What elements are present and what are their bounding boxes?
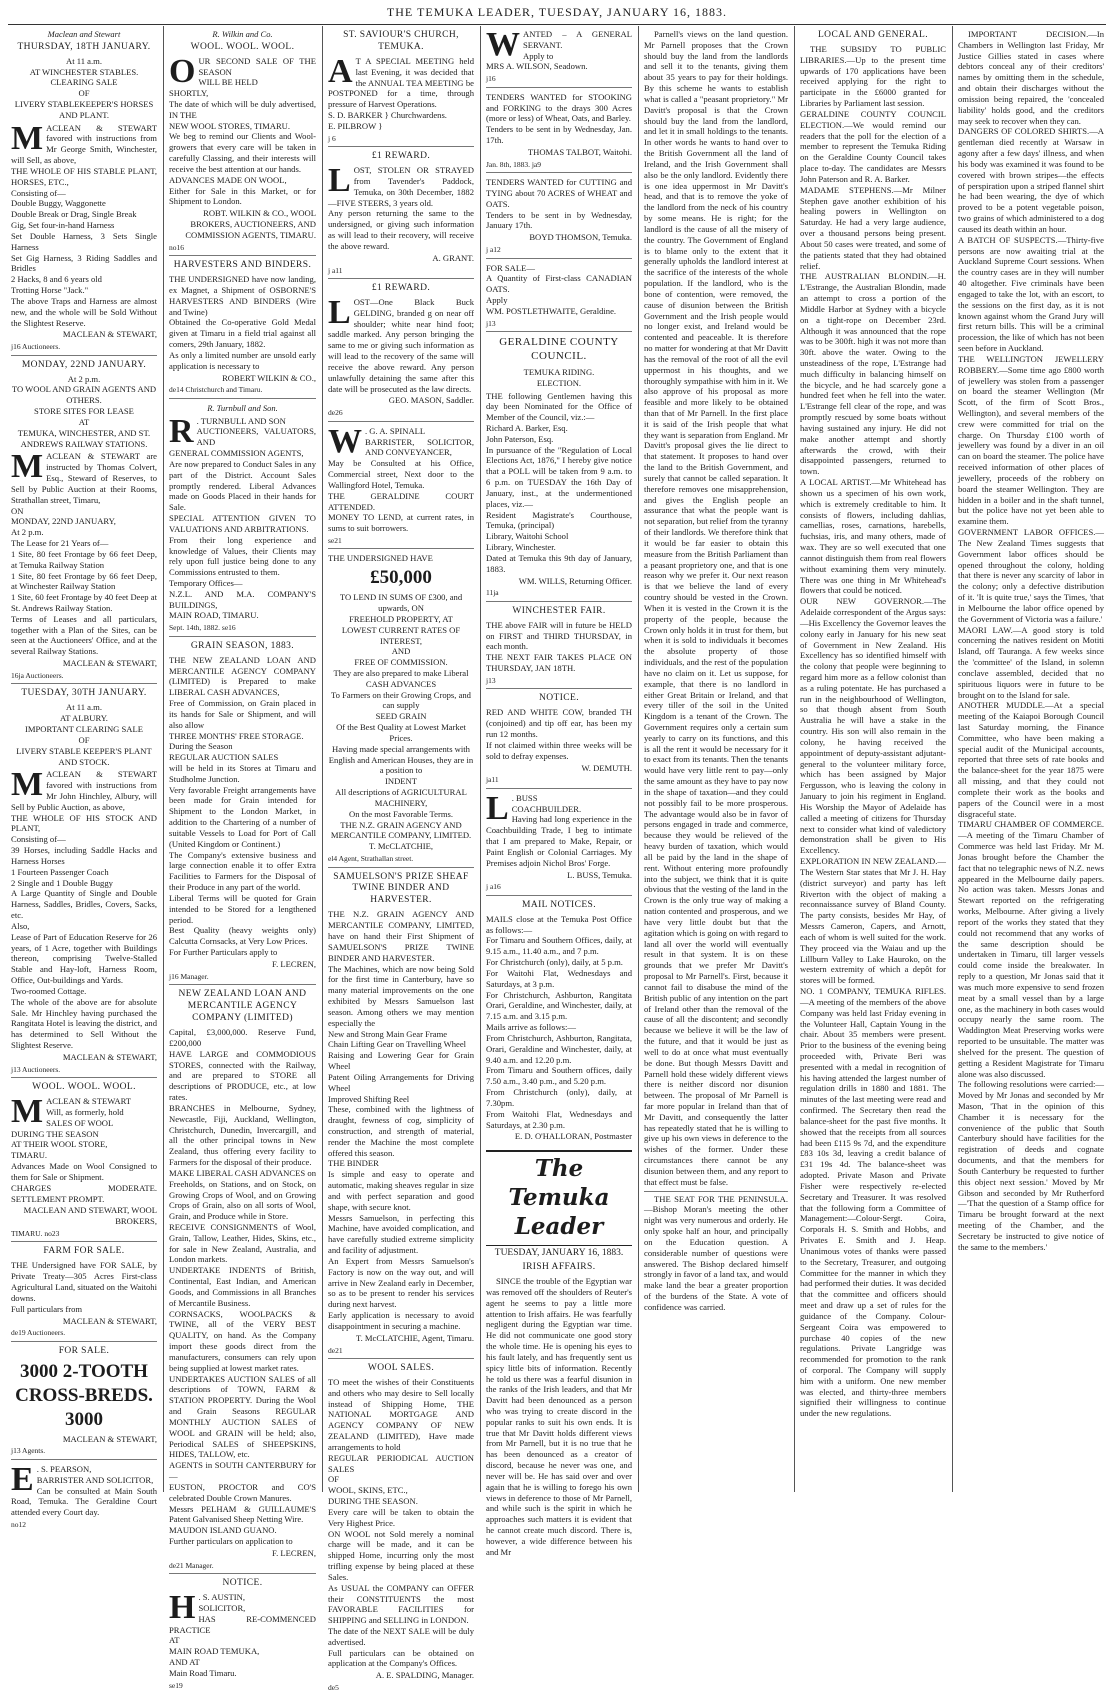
peninsula-seat-item: THE SEAT FOR THE PENINSULA.—Bishop Moran's meeting the other night was very numerous and orderly. He only spoke half an hour, and principally on the Education question. A considerable number of questions were answered. The Bishop declared himself strongly in favor of a land tax, and would make land the bear a greater proportion of the burdens of the State. A vote of confidence was carried. — [644, 1191, 788, 1313]
ad-signature: ROBERT WILKIN & CO., — [222, 372, 316, 383]
ad-signature: A. GRANT. — [432, 252, 474, 263]
ad-heading: WOOL. WOOL. WOOL. — [32, 1082, 136, 1093]
ad-body-text: OST, STOLEN OR STRAYED from Tavender's Paddock, Temuka, on 30th December, 1882—FIVE STEERS, 3 years old. Any person returning the same to the undersigned, or giving such information as will lead to their recovery, will receive the above reward. — [328, 165, 474, 251]
ad-body-text: THE following Gentlemen having this day been Nominated for the Office of Member of the Council, viz.:— Richard A. Barker, Esq. John Paterson, Esq. In pursuance of the "Regulation of Local Elections Act, 1876," I hereby give notice that a POLL will be taken from 9 a.m. to 6 p.m. on TUESDAY the 16th Day of January, inst., at the undermentioned places, viz.— Resident Magistrate's Courthouse, Temuka, (principal) Library, Waitohi School Library, Winchester. Dated at Temuka this 9th day of January, 1883. — [486, 390, 632, 574]
ad-heading: HARVESTERS AND BINDERS. — [173, 260, 312, 271]
ad-body — [328, 162, 474, 252]
ad-body — [486, 914, 632, 1131]
ad-body-text: THE above FAIR will in future be HELD on FIRST and THIRD THURSDAY, in each month. THE NEXT FAIR TAKES PLACE ON THURSDAY, JAN 18TH. — [486, 619, 632, 674]
ad-signature: MACLEAN & STEWART, — [62, 1315, 157, 1326]
ad-reference: j 6 — [328, 133, 336, 143]
ad-body — [486, 26, 632, 72]
ad-body-text: FOR SALE— A Quantity of First-class CANADIAN OATS. Apply WM. POSTLETHWAITE, Geraldine. — [486, 262, 632, 316]
ad-signature: W. DEMUTH. — [581, 762, 632, 773]
column-1 — [6, 28, 162, 1530]
ad-reference: TIMARU. no23 — [11, 1229, 60, 1239]
ad-body-text: Capital, £3,000,000. Reserve Fund, £200,000 HAVE LARGE and COMMODIOUS STORES, connected with the Railway, and are prepared to STORE all descriptions of PRODUCE, etc., at low rates. BRANCHES in Melbourne, Sydney, Newcastle, Fiji, Auckland, Wellington, Christchurch, Dunedin, Invercargill, and all the other principal towns in New Zealand, thus offering every facility to Farmers for the disposal of their produce. MAKE LIBERAL CASH ADVANCES on Freeholds, on Stations, and on Stock, on Growing Crops of Wool, and on Growing Crops of Grain, also on all sorts of Wool, Grain, and Produce while in Store. RECEIVE CONSIGNMENTS of Wool, Grain, Tallow, Leather, Hides, Skins, etc., for sale in New Zealand, Australia, and London markets. UNDERTAKE INDENTS of British, Continental, East Indian, and American Goods, and Commissions in all Branches of Mercantile Business. CORNSACKS, WOOLPACKS & TWINE, all of the VERY BEST QUALITY, on hand. As the Company import these goods direct from the manufacturers, consumers can rely upon being supplied at lowest market rates. UNDERTAKES AUCTION SALES of all descriptions of TOWN, FARM & STATION PROPERTY. During the Wool and Grain Seasons REGULAR MONTHLY AUCTION SALES of WOOL and GRAIN will be held; also, Periodical SALES of SHEEPSKINS, HIDES, TALLOW, etc. AGENTS in SOUTH CANTERBURY for— EUSTON, PROCTOR and CO'S celebrated Double Crown Manures. Messrs PELHAM & GUILLAUME'S Patent Galvanised Sheep Netting Wire. MAUDON ISLAND GUANO. Further particulars on application to — [169, 1027, 316, 1546]
drop-cap: W — [328, 422, 362, 460]
ad-subheading: TEMUKA RIDING. ELECTION. — [523, 366, 595, 388]
ad-signature: MACLEAN AND STEWART, WOOL BROKERS, — [23, 1205, 157, 1227]
ad-signature: MACLEAN & STEWART, — [62, 1433, 157, 1444]
column-5 — [639, 28, 793, 1490]
news-items-text: IMPORTANT DECISION.—In Chambers in Wellington last Friday, Mr Justice Gillies stated in cases where debtors conceal any of their creditors' names by omitting them in the schedule, and obtain their discharges without the omission being repaired, the 'concealed liability' holds good, and the creditors may seek to recover when they can. DANGERS OF COLORED SHIRTS.—A gentleman died recently at Warsaw in agony after a few days' illness, and when his body was examined it was found to be covered with brown stripes—the effects of perspiration upon a striped flannel shirt he had been wearing, the dye of which proved to be a potent vegetable poison, two grains of which administered to a dog caused its death within an hour. A BATCH OF SUSPECTS.—Thirty-five persons are now awaiting trial at the Auckland Supreme Court sessions. When the country cases are in they will number 40 altogether. Five criminals have been engaged to take the lot, with an escort, to the sessions on the first day, as it is not known against whom the Grand Jury will first return bills. This will be a criminal procession, the like of which has not been seen before in Auckland. THE WELLINGTON JEWELLERY ROBBERY.—Some time ago £800 worth of jewellery was stolen from a passenger on board the steamer Wellington (Mr Scott, of the firm of Scott Bros., Wellington), and several members of the crew were committed for trial on the charge. On Thursday £100 worth of jewellery was found by a diver in an oil can on board the steamer. The police have received information of other places of jewellery, proceeds of the robbery on board the steamer Wellington. They are hidden in a boiler and in the shaft tunnel, but the police have not yet been able to examine them. GOVERNMENT LABOR OFFICES.—The New Zealand Times suggests that Government labor offices should be opened throughout the colony, holding that there is never any scarcity of labor in the colony; only a defective distribution of it. 'It is quite true,' says the Times, 'that in Melbourne the labor office opened by the Government of Victoria was a failure.' MAORI LAW.—A good story is told concerning the natives resident on Motiti Island, off Tauranga. A few weeks since the 'committee' of the Island, in solemn conclave assembled, decided that no spirituous liquors were in future to be brought on to the Island for sale. ANOTHER MUDDLE.—At a special meeting of the Kaiapoi Borough Council last Saturday morning, the Finance Committee, who have been making a special audit of the Municipal accounts, reported that three sets of rate books and the balance-sheet for the year 1875 were all missing, and that they could not complete their work as the books and papers of the Council were in a most disgraceful state. TIMARU CHAMBER OF COMMERCE.—A meeting of the Timaru Chamber of Commerce was held last Friday. Mr M. Jonas brought before the Chamber the fact that no telegraphic news of N.Z. news appeared in the Melbourne daily papers. No action was taken. Messrs Jonas and Stewart reported on the refrigerating works, Melbourne. After giving a lively report of the works they stated that they could not recommend that any works of the same description should be undertaken in Timaru, till larger vessels could come inside the breakwater. In reply to a question, Mr Jonas said that it was much more expensive to send frozen meat by a small vessel than by a large one, as the machinery in both cases would occupy nearly the same room. The Waddington Meat Preserving works were reported to be unsuitable. The matter was shelved for the present. The question of getting a Resident Magistrate for Timaru alone was also discussed. The following resolutions were carried:—Moved by Mr Jonas and seconded by Mr Mason, 'That in the opinion of this Chamber it is necessary for the convenience of the public that South Canterbury should have facilities for the registration of deeds and cognate documents, and that the members for South Canterbury be requested to further this object next session.' Moved by Mr Gibson and seconded by Mr Rutherford—'That the question of a Stamp office for Timaru be brought forward at the next meeting of the Chamber, and the Secretary be instructed to give notice of the same to the members.' — [958, 29, 1104, 1252]
ad-body — [328, 422, 474, 534]
ad-body-text: . BUSS COACHBUILDER. Having had long experience in the Coachbuilding Trade, I beg to intimate that I am prepared to Make, Repair, or Paint English or Colonial Carriages. My Premises adjoin Nichol Bros' Forge. — [486, 792, 632, 868]
ad-figure: 3000 2-TOOTH CROSS-BREDS. 3000 — [15, 1360, 153, 1430]
advertisement — [486, 789, 632, 896]
ad-signature: L. BUSS, Temuka. — [567, 869, 632, 880]
advertiser-name: R. Turnbull and Son. — [207, 402, 278, 413]
ad-body — [486, 92, 632, 146]
drop-cap: R — [169, 412, 194, 450]
ad-body — [328, 294, 474, 394]
ad-body — [169, 52, 316, 208]
ad-reference: de5 — [328, 1683, 339, 1693]
ad-body — [11, 1260, 157, 1314]
ad-reference: de19 Auctioneers. — [11, 1328, 66, 1338]
ad-reference: no12 — [11, 1520, 26, 1530]
ad-heading: WINCHESTER FAIR. — [512, 605, 606, 616]
ad-reference: de21 — [328, 1345, 343, 1355]
ad-body — [11, 1460, 157, 1518]
ad-body-text: TENDERS WANTED for STOOKING and FORKING to the drays 300 Acres (more or less) of Wheat, Oats, and Barley. Tenders to be sent in by Wednesday, Jan. 17th. — [486, 91, 632, 146]
ad-heading: MONDAY, 22ND JANUARY. — [21, 359, 147, 370]
ad-heading: SAMUELSON'S PRIZE SHEAF TWINE BINDER AND HARVESTER. — [333, 871, 469, 906]
advertisement — [328, 151, 474, 279]
ad-body — [169, 412, 316, 622]
ad-heading: £1 REWARD. — [371, 151, 431, 162]
ad-signature: BOYD THOMSON, Temuka. — [529, 232, 632, 243]
ad-signature: MACLEAN & STEWART, — [62, 658, 157, 669]
ad-reference: j13 — [486, 318, 496, 328]
ad-heading: FOR SALE. — [58, 1345, 110, 1356]
ad-body — [11, 1093, 157, 1204]
ad-reference: j13 Auctioneers. — [11, 1064, 61, 1074]
ad-body — [11, 766, 157, 1051]
ad-body — [486, 177, 632, 231]
drop-cap: O — [169, 52, 196, 90]
ad-reference: Sept. 14th, 1882. se16 — [169, 623, 236, 633]
ad-body-text: . S. PEARSON, BARRISTER AND SOLICITOR, Can be consulted at Main South Road, Temuka. The Geraldine Court attended every Court day. — [11, 1463, 157, 1518]
ad-title: GERALDINE COUNTY COUNCIL. — [499, 336, 619, 362]
ad-reference: j13 Agents. — [11, 1446, 46, 1456]
ad-signature: WM. WILLS, Returning Officer. — [518, 575, 632, 586]
column-3 — [323, 28, 479, 1693]
ad-body-text: ANTED – A GENERAL SERVANT. Apply to MRS A. WILSON, Seadown. — [486, 29, 632, 72]
ad-body-text: . G. A. SPINALL BARRISTER, SOLICITOR, AND CONVEYANCER, May be Consulted at his Office, Commercial street, Next door to the Wallingford Hotel, Temuka. THE GERALDINE COURT ATTENDED. MONEY TO LEND, at current rates, in sums to suit borrowers. — [328, 425, 474, 534]
drop-cap: M — [11, 119, 44, 157]
advertisement — [169, 29, 316, 256]
advertisement — [328, 422, 474, 550]
ad-heading: WOOL. WOOL. WOOL. — [190, 41, 295, 52]
advertisement — [486, 336, 632, 602]
ad-body — [486, 263, 632, 317]
ad-signature: T. McCLATCHIE, Agent, Timaru. — [355, 1332, 474, 1343]
column-7 — [953, 28, 1109, 1490]
ad-body-text: . S. AUSTIN, SOLICITOR, HAS RE-COMMENCED PRACTICE AT MAIN ROAD TEMUKA, AND AT Main Road Timaru. — [169, 1592, 316, 1678]
ad-heading: ST. SAVIOUR'S CHURCH, TEMUKA. — [343, 30, 459, 52]
ad-body-text: THE Undersigned have FOR SALE, by Private Treaty—305 Acres First-class Agricultural Land, situated on the Waitohi downs. Full particulars from — [11, 1260, 157, 1314]
ad-body-text: TO meet the wishes of their Constituents and others who may desire to Sell locally instead of Shipping Home, THE NATIONAL MORTGAGE AND AGENCY COMPANY OF NEW ZEALAND (LIMITED), Have made arrangements to hold REGULAR PERIODICAL AUCTION SALES OF WOOL, SKINS, ETC., DURING THE SEASON. Every care will be taken to obtain the Very Highest Price. ON WOOL not Sold merely a nominal charge will be made, and it can be shipped Home, incurring only the most trifling expense by being placed at these Sales. As USUAL the COMPANY can OFFER their CONSTITUENTS the most FAVORABLE FACILITIES for SHIPPING and SELLING in LONDON. The date of the NEXT SALE will be duly advertised. Full particulars can be obtained on application at the Company's Offices. — [328, 1376, 474, 1669]
ad-body-text: RED AND WHITE COW, branded TH (conjoined) and tip off ear, has been my run 12 months. If not claimed within three weeks will be sold to defray expenses. — [486, 707, 632, 761]
ad-body — [328, 553, 474, 564]
ad-reference: j a16 — [486, 882, 501, 892]
ad-body-text: . TURNBULL AND SON AUCTIONEERS, VALUATORS, AND GENERAL COMMISSION AGENTS, Are now prepared to Conduct Sales in any part of the District. Account Sales promptly rendered. Liberal Advances made on Goods Placed in their hands for Sale. SPECIAL ATTENTION GIVEN TO VALUATIONS AND ARBITRATIONS. From their long experience and knowledge of Values, their Clients may rely upon full justice being done to any Commissions entrusted to them. Temporary Offices— N.Z.L. AND M.A. COMPANY'S BUILDINGS, MAIN ROAD, TIMARU. — [169, 415, 316, 621]
ad-body-text: MAILS close at the Temuka Post Office as follows:— For Timaru and Southern Offices, daily, at 9.15 a.m., 11.40 a.m., and 7 p.m. For Christchurch (only), daily, at 5 p.m. For Waitohi Flat, Wednesdays and Saturdays, at 3 p.m. For Christchurch, Ashburton, Rangitata Orari, Geraldine, and Winchester, daily, at 7.15 a.m. and 3.15 p.m. Mails arrive as follows:— From Christchurch, Ashburton, Rangitata, Orari, Geraldine and Winchester, daily, at 9.40 a.m. and 12.20 p.m. From Timaru and Southern offices, daily 7.50 a.m., 3.40 p.m., and 5.20 p.m. From Christchurch (only), daily, at 7.30pm. From Waitohi Flat, Wednesdays and Saturdays, at 2.30 p.m. — [486, 913, 632, 1130]
ad-heading: NOTICE. — [538, 693, 579, 704]
column-6 — [795, 28, 951, 1490]
advertisement — [11, 1346, 157, 1460]
advertisement — [486, 900, 632, 1146]
ad-heading: NEW ZEALAND LOAN AND MERCANTILE AGENCY COMPANY (LIMITED) — [178, 989, 307, 1024]
ad-reference: se19 — [169, 1680, 183, 1690]
ad-heading: TUESDAY, 30TH JANUARY. — [21, 688, 147, 699]
ad-body — [11, 119, 157, 329]
ad-reference: j16 — [486, 74, 496, 84]
advertisement — [11, 1082, 157, 1242]
ad-reference: de21 Manager. — [169, 1560, 214, 1570]
advertisement — [169, 989, 316, 1574]
masthead: The Temuka Leader — [486, 1150, 632, 1246]
ad-subheading: At 2 p.m. TO WOOL AND GRAIN AGENTS AND OTHERS. STORE SITES FOR LEASE AT TEMUKA, WINCHESTER, AND ST. ANDREWS RAILWAY STATIONS. — [11, 373, 157, 449]
ad-reference: 11ja — [486, 588, 499, 598]
ad-reference: j16 Auctioneers. — [11, 342, 61, 352]
ad-body-text: THE UNDERSIGNED have now landing, ex Magnet, a Shipment of OSBORNE'S HARVESTERS AND BINDERS (Wire and Twine) Obtained the Co-operative Gold Medal given at Timaru in a field trial against all comers, 29th January, 1882. As only a limited number are unsold early application is necessary to — [169, 274, 316, 371]
ad-reference: Jan. 8th, 1883. ja9 — [486, 159, 541, 169]
advertisement — [328, 553, 474, 867]
advertisement — [11, 1460, 157, 1533]
ad-body — [486, 789, 632, 869]
ad-body-text: THE NEW ZEALAND LOAN AND MERCANTILE AGENCY COMPANY (LIMITED) is Prepared to make LIBERAL CASH ADVANCES, Free of Commission, on Grain placed in its hands for Sale or Shipment, and will also allow THREE MONTHS' FREE STORAGE. During the Season REGULAR AUCTION SALES will be held in its Stores at Timaru and Studholme Junction. Very favorable Freight arrangements have been made for Grain intended for Shipment to the London Market, in addition to the Chartering of a number of suitable Vessels to Load for Port of Call (United Kingdom or Continent.) The Company's extensive business and large connection enable it to offer Extra Facilities to Farmers for the Disposal of their Produce in any part of the world. Liberal Terms will be quoted for Grain intended to be Stored for a lengthened period. Best Quality (heavy weights only) Calcutta Cornsacks, at Very Low Prices. For Further Particulars apply to — [169, 654, 316, 958]
ad-body-text: ACLEAN & STEWART are instructed by Thomas Colvert, Esq., Steward of Reserves, to Sell by Public Auction at their Rooms, Strathallan street, Timaru, ON MONDAY, 22ND JANUARY, At 2 p.m. The Lease for 21 Years of— 1 Site, 80 feet Frontage by 66 feet Deep, at Temuka Railway Station 1 Site, 80 feet Frontage by 66 feet Deep, at Winchester Railway Station 1 Site, 60 feet Frontage by 40 feet Deep at St. Andrews Railway Station. Terms of Leases and all particulars, together with a Plan of the Sites, can be seen at the Auctioneers' Office, and at the several Railway Stations. — [11, 451, 157, 657]
ad-body — [11, 448, 157, 657]
drop-cap: M — [11, 1093, 44, 1131]
ad-body-text: THE N.Z. GRAIN AGENCY AND MERCANTILE COMPANY, LIMITED, have on hand their First Shipment of SAMUELSON'S PRIZE TWINE BINDER AND HARVESTER. The Machines, which are now being Sold for the first time in Canterbury, have so many material improvements on the one exhibited by Messrs Samuelson last season. Among others we may mention especially the New and Strong Main Gear Frame Chain Lifting Gear on Travelling Wheel Raising and Lowering Gear for Grain Wheel Patent Oiling Arrangements for Driving Wheel Improved Shifting Reel These, combined with the lightness of draught, fewness of cog, simplicity of construction, and strength of material, render the Machine the most complete offered this season. THE BINDER Is simple and easy to operate and automatic, making sheaves regular in size and with perfect separation and good shape, with secure knot. Messrs Samuelson, in perfecting this Machine, have avoided complication, and have carefully studied extreme simplicity and facility of adjustment. An Expert from Messrs Samuelson's Factory is now on the way out, and will arrive in New Zealand early in December, so as to be present to render his services during next harvest. Early application is necessary to avoid disappointment in securing a machine. — [328, 909, 474, 1331]
ad-body-text: T A SPECIAL MEETING held last Evening, it was decided that the ANNUAL TEA MEETING be POSTPONED for a time, through pressure of Harvest Operations. S. D. BARKER } Churchwardens. E. PILBROW } — [328, 55, 474, 131]
ad-body-text: OST—One Black Buck GELDING, branded g on near off shoulder; white near hind foot; saddle marked. Any person bringing the same to me or giving such information as will lead to the recovery of the same will receive the above reward. Any person unlawfully detaining the same after this date will be prosecuted as the law directs. — [328, 297, 474, 394]
ad-subheading: At 11 a.m. AT ALBURY. IMPORTANT CLEARING SALE OF LIVERY STABLE KEEPER'S PLANT AND STOCK. — [16, 702, 152, 767]
ad-body — [328, 909, 474, 1331]
ad-body — [169, 1027, 316, 1547]
ad-signature: F. LECREN, — [272, 1547, 316, 1558]
advertisement — [11, 29, 157, 356]
ad-body-text: TENDERS WANTED for CUTTING and TYING about 70 ACRES of WHEAT and OATS. Tenders to be sent in by Wednesday, January 17th. — [486, 177, 632, 231]
ad-body-text: ACLEAN & STEWART favored with instructions from Mr George Smith, Winchester, will Sell, as above, THE WHOLE OF HIS STABLE PLANT, HORSES, ETC., Consisting of— Double Buggy, Waggonette Double Break or Drag, Single Break Gig, Set four-in-hand Harness Set Double Harness, 3 Sets Single Harness Set Gig Harness, 3 Riding Saddles and Bridles 2 Hacks, 8 and 6 years old Trotting Horse "Jack." The above Traps and Harness are almost new, and the whole will be Sold Without the Slightest Reserve. — [11, 122, 157, 328]
ad-body — [169, 1589, 316, 1679]
ad-heading: THURSDAY, 18TH JANUARY. — [17, 41, 151, 52]
advertisement — [486, 693, 632, 788]
ad-body-text: ACLEAN & STEWART favored with instructions from Mr John Hinchley, Albury, will Sell by Public Auction, as above, THE WHOLE OF HIS STOCK AND PLANT, Consisting of— 39 Horses, including Saddle Hacks and Harness Horses 1 Fourteen Passenger Coach 2 Single and 1 Double Buggy A Large Quantity of Single and Double Harness, Saddles, Bridles, Covers, Sacks, etc. Also, Lease of Part of Education Reserve for 26 years, of 1 Acre, together with Buildings thereon, comprising Twelve-Stalled Stable and Hay-loft, Harness Room, Office, Out-buildings and Yards. Two-roomed Cottage. The whole of the above are for absolute Sale. Mr Hinchley having purchased the Rangitata Hotel is leaving the district, and has determined to Sell Without the Slightest Reserve. — [11, 769, 157, 1051]
ad-reference: el4 Agent, Strathallan street. — [328, 854, 414, 864]
ad-signature: A. E. SPALDING, Manager. — [375, 1670, 474, 1681]
advertisement — [486, 92, 632, 173]
ad-reference: j a12 — [486, 245, 501, 255]
advertisement — [169, 1578, 316, 1693]
ad-body — [486, 391, 632, 575]
ad-signature: MACLEAN & STEWART, — [62, 329, 157, 340]
ad-body — [169, 655, 316, 958]
ad-heading: GRAIN SEASON, 1883. — [190, 640, 295, 651]
ad-signature: MACLEAN & STEWART, — [62, 1051, 157, 1062]
drop-cap: L — [328, 162, 351, 200]
drop-cap: A — [328, 52, 353, 90]
drop-cap: M — [11, 766, 44, 804]
ad-signature: THOMAS TALBOT, Waitohi. — [527, 146, 632, 157]
ad-body — [486, 620, 632, 674]
header-rule — [8, 24, 1106, 25]
advertisement — [328, 283, 474, 422]
ad-reference: j13 — [486, 675, 496, 685]
ad-subheading: At 11 a.m. AT WINCHESTER STABLES. CLEARING SALE OF LIVERY STABLEKEEPER'S HORSES AND PLANT. — [14, 55, 154, 120]
ad-body — [328, 52, 474, 132]
advertisement — [11, 1246, 157, 1341]
ad-reference: de26 — [328, 408, 343, 418]
advertiser-name: Maclean and Stewart — [47, 29, 121, 39]
ad-body-text: THE UNDERSIGNED HAVE — [328, 553, 433, 564]
ad-body — [328, 1377, 474, 1669]
ad-heading: FARM FOR SALE. — [43, 1246, 125, 1257]
ad-reference: no16 — [169, 242, 184, 252]
advertisement — [486, 26, 632, 88]
advertisement — [486, 177, 632, 258]
advertisement — [328, 30, 474, 147]
ad-heading: £1 REWARD. — [371, 283, 431, 294]
ad-subheading: TO LEND IN SUMS OF £300, and upwards, ON FREEHOLD PROPERTY, AT LOWEST CURRENT RATES OF INTEREST, AND FREE OF COMMISSION. They are also prepared to make Liberal CASH ADVANCES To Farmers on their Growing Crops, and can supply SEED GRAIN Of the Best Quality at Lowest Market Prices. Having made special arrangements with English and American Houses, they are in a position to INDENT All descriptions of AGRICULTURAL MACHINERY, On the most Favorable Terms. THE N.Z. GRAIN AGENCY AND MERCANTILE COMPANY, LIMITED. T. McCLATCHIE, — [328, 592, 474, 852]
ad-signature: GEO. MASON, Saddler. — [388, 395, 474, 406]
ad-heading: MAIL NOTICES. — [522, 899, 596, 910]
issue-date: TUESDAY, JANUARY 16, 1883. — [494, 1248, 624, 1259]
drop-cap: E — [11, 1460, 34, 1498]
ad-reference: ja11 — [486, 775, 499, 785]
advertisement — [169, 260, 316, 399]
drop-cap: W — [486, 26, 520, 63]
ad-figure: £50,000 — [370, 567, 432, 589]
ad-body — [169, 274, 316, 371]
ad-heading: NOTICE. — [222, 1578, 263, 1589]
advertisement — [169, 403, 316, 637]
column-4-ads — [486, 26, 632, 1146]
advertisement — [11, 688, 157, 1078]
ad-reference: j16 Manager. — [169, 971, 209, 981]
advertisement — [486, 606, 632, 690]
ad-reference: de14 Christchurch and Timaru. — [169, 385, 263, 395]
ad-signature: E. D. O'HALLORAN, Postmaster — [514, 1131, 632, 1142]
column-4 — [481, 26, 637, 1557]
advertisement — [486, 263, 632, 333]
editorial-text: SINCE the trouble of the Egyptian war was removed off the shoulders of Reuter's agent he seems to pay a little more attention to Irish affairs. He was fearfully negligent during the Egyptian war time. He did not communicate one good story the whole time. He is opening his eyes to his fault lately, and has frequently sent us spicy little bits of information. Recently he told us there was a fearful disunion in the ranks of the Irish leaders, and that Mr Davitt had been denounced as a person who was trying to create discord in the popular ranks to suit his own ends. It is true that Mr Davitt holds different views from Mr Parnell, but it is no true that he has been denounced as a creator of discord, because he never was one, and never will be. He has said over and over again that he is willing to forego his own views in deference to those of Mr Parnell, and while such is the spirit in which he approaches such matters it is evident that he cannot create much discord. There is, however, a wide difference between his and Mr — [486, 1276, 632, 1557]
advertiser-name: R. Wilkin and Co. — [212, 29, 273, 39]
ad-body-text: UR SECOND SALE OF THE SEASON WILL BE HELD SHORTLY, The date of which will be duly advertised, IN THE NEW WOOL STORES, TIMARU. We beg to remind our Clients and Wool-growers that every care will be taken in carefully Classing, and their interests will receive the best attention at our hands. ADVANCES MADE ON WOOL, Either for Sale in this Market, or for Shipment to London. — [169, 55, 316, 207]
drop-cap: M — [11, 448, 44, 486]
ad-reference: 16ja Auctioneers. — [11, 670, 64, 680]
ad-heading: WOOL SALES. — [367, 1362, 435, 1373]
advertisement — [328, 1363, 474, 1696]
ad-reference: j a11 — [328, 265, 343, 275]
ad-signature: F. LECREN, — [272, 958, 316, 969]
editorial-continued: Parnell's views on the land question. Mr Parnell proposes that the Crown should buy the land from the landlords and sell it to the tenants, giving them about 35 years to pay for their holdings. By this scheme he wants to establish what is called a "peasant proprietory." Mr Davitt's proposal is that the Crown should buy the land from the landlord, and let it in small holdings to the tenants. In other words he wants to hand over to the British Government all the land of Ireland, and the Irish Government shall also be the only landlord. Evidently there is one idea uppermost in Mr Davitt's head, and that is to remove the yoke of the landlord from the neck of his country by some means. He is right; for the landlord is the cause of all the misery of the country. The Government of England is to blame only to the extent that it generally upholds the landlord interest at the sacrifice of the interests of the whole population. If the landlord, who is the bone of contention, were removed, the cause of disunion between the British Government and the Irish people would no longer exist, and Ireland would be contented and peaceable. It is therefore no matter for wondering at that Mr Davitt has the removal of the root of all the evil uppermost in his thoughts, and we thoroughly sympathise with him in it. We also approve of his proposal as more feasible and more likely to be obtained than that of Mr Parnell. In the first place it is said of the Irish people that what they want is separation from England. Mr Davitt's proposal gives the lie direct to that statement. It proposes to hand over the land to the British Government, and surely that cannot be called separation. It therefore removes one misapprehension, and gives the English people an assurance that what the people want is not separation, but relief from the tyranny of their landlords. We therefore think that it would be far easier to obtain this measure from the British Parliament than a peasant proprietory one, and that is one reason why we prefer it. Our next reason is that we believe the land of every country should be vested in the Crown. When it is vested in the Crown it is the property of the people, because the Crown only holds it in trust for them, but when it is sold to individuals it becomes the absolute property of those individuals, and the rest of the population have no claim on it. Let us suppose, for example, that there is no landlord in either Great Britain or Ireland, and that every tiller of the soil in the United Kingdom is a tenant of the Crown. The Government requires only a certain sum yearly to carry on its functions, and this is all the rent it would be necessary for it to exact from its tenants. Then the tenants would have very little rent to pay—only the same amount as they have to pay now in the shape of taxation—and they could not possibly fail to be more prosperous. The advantage would also be in favor of persons engaged in trade and commerce, because they would be relieved of the heavy burden of taxation, which would all be paid by the land in the shape of rent. Without entering more profoundly into the subject, we think that it is quite obvious that the vesting of the land in the Crown is the only true way of making a nation contented and prosperous, and we have very little doubt but that the agitation which is going on with regard to land all over the world will eventually result in that system. It is on these grounds that we prefer Mr Davitt's proposal to Mr Parnell's. First, because it cannot fail to disabuse the mind of the British public of any intention on the part of Ireland other than the removal of the cause of all the discontent; and secondly because we believe it will be the law of the future, and that it would be just as well to do at once what must eventually be done. But though Messrs Davitt and Parnell hold these widely different views there is neither discord nor disunion between. The proposal of Mr Parnell is far more popular in Ireland than that of Mr Davitt, and consequently the latter has repeatedly stated that he is willing to give up his own views in deference to the wishes of the former. Under these circumstances there cannot be any disunion between them, and any report to that effect must be false. — [644, 29, 788, 1187]
advertisement — [328, 872, 474, 1359]
ad-reference: se21 — [328, 536, 342, 545]
advertisement — [11, 360, 157, 685]
local-general-text: THE SUBSIDY TO PUBLIC LIBRARIES.—Up to the present time upwards of 170 applications have been received applying for the right to participate in the £6000 granted for Libraries by Parliament last session. GERALDINE COUNTY COUNCIL ELECTION.—We would remind our readers that the poll for the election of a member to represent the Temuka Riding on the Geraldine County Council takes place to-day. The candidates are Messrs John Paterson and R. A. Barker. MADAME STEPHENS.—Mr Milner Stephen gave another exhibition of his healing powers in Wellington on Saturday. He had a very large audience, over a thousand persons being present. About 50 cases were treated, and some of the patients stated that they had obtained relief. THE AUSTRALIAN BLONDIN.—H. L'Estrange, the Australian Blondin, made an attempt to cross a portion of the Middle Harbor at Sydney with a bicycle on a tight-rope on December 23rd. Although it was announced that the rope was to be 300ft. high it was not more than 30ft. above the water. Owing to the unsteadiness of the rope, L'Estrange had much difficulty in balancing himself on the bicycle, and he had scarcely gone a hundred feet when he fell into the water. L'Estrange fell clear of the rope, and was promptly rescued by some boats without having sustained any injury. He did not make another attempt and shortly afterwards the crowd, with their disappointed passengers, returned to town. A LOCAL ARTIST.—Mr Whitehead has shown us a specimen of his own work, which is extremely creditable to him. It consists of flowers, including dahlias, camellias, roses, carnations, harebells, fuchsias, iris, and many others, made of wax. They are so well executed that one cannot distinguish them from real flowers without examining them very minutely. There was one thing in Mr Whitehead's flowers that could be noticed. OUR NEW GOVERNOR.—The Adelaide correspondent of the Argus says:—His Excellency the Governor leaves the colony early in January for his new seat of Government in New Zealand. His Excellency has so identified himself with the colony that people were beginning to regard him more as a fellow colonist than as a ruling potentate. He has purchased a run in the neighbourhood of Wellington, so that though absent from South Australia he will have a stake in the country. His son will also remain in the colony, he having received the appointment of deputy-assistant adjutant-general to the volunteer military force, which has been assigned by Major Fergusson, who is leaving the colony in January to join his regiment in England. His Worship the Mayor of Adelaide has called a meeting of citizens for Thursday next to consider what kind of valedictory demonstration shall be given to His Excellency. EXPLORATION IN NEW ZEALAND.—The Western Star states that Mr J. H. Hay (district surveyor) and party has left Riverton with the object of making a reconnaissance survey of Bland County. The party consists, besides Mr Hay, of Messrs Cameron, Capers, and Arnott, each of whom is well suited for the work. They proceed via the Waiau and up the Lillburn Valley to Lake Hauroko, on the western extremity of which a depôt for stores will be formed. NO. 1 COMPANY, TEMUKA RIFLES.—A meeting of the members of the above Company was held last Friday evening in the Volunteer Hall, Captain Young in the chair. About 35 members were present. Prior to the business of the evening being proceeded with, Private Beri was presented with a medal in recognition of his having attended the largest number of regulation drills in 1880 and 1881. The minutes of the last meeting were read and confirmed. The Secretary then read the balance-sheet for the past five months. It showed that the receipts from all sources had been £115 9s 7d, and the expenditure £83 10s 3d, leaving a credit balance of £31 19s 4d. The balance-sheet was adopted. Private Mason and Private Fisher were respectively re-elected Secretary and Treasurer. It was resolved that the following form a Committee of Management:—Colour-Sergt. Coira, Corporals H. S. Smith and Hobbs, and Privates E. Smith and J. Heap. Unanimous votes of thanks were passed to the Secretary, Treasurer, and outgoing Committee for the manner in which they had performed their duties. It was decided that the committee and officers should meet and draw up a set of rules for the guidance of the Company. Colour-Sergeant Coira was empowered to purchase 40 copies of the new regulations. Private Langridge was recommended for promotion to the rank of corporal. The Company will supply him with a uniform. One new member was elected, and thirty-three members signified their willingness to continue under the new regulations. — [800, 43, 946, 1419]
ad-signature: ROBT. WILKIN & CO., WOOL BROKERS, AUCTIONEERS, AND COMMISSION AGENTS, TIMARU. — [185, 208, 316, 240]
column-2 — [164, 28, 321, 1690]
page-header: THE TEMUKA LEADER, TUESDAY, JANUARY 16, 1883. — [386, 5, 728, 19]
editorial-heading: IRISH AFFAIRS. — [522, 1262, 596, 1273]
ad-body-text: ACLEAN & STEWART Will, as formerly, hold SALES OF WOOL DURING THE SEASON AT THEIR WOOL STORE, TIMARU. Advances Made on Wool Consigned to them for Sale or Shipment. CHARGES MODERATE. SETTLEMENT PROMPT. — [11, 1096, 157, 1204]
advertisement — [169, 641, 316, 985]
drop-cap: L — [328, 294, 351, 331]
drop-cap: H — [169, 1589, 196, 1627]
drop-cap: L — [486, 789, 509, 827]
ad-body — [486, 707, 632, 761]
local-general-heading: LOCAL AND GENERAL. — [817, 30, 929, 40]
